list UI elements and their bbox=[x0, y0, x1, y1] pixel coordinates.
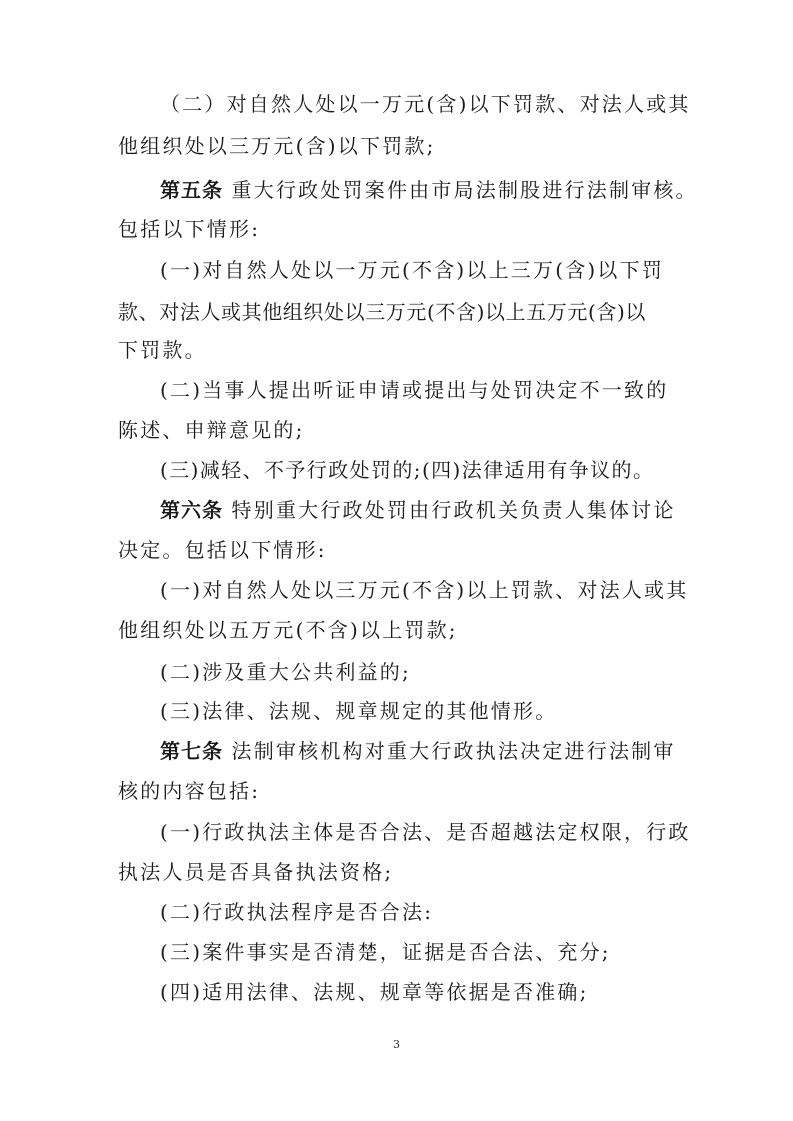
paragraph-line: 陈述、申辩意见的; bbox=[118, 418, 305, 442]
paragraph-line: 他组织处以三万元(含)以下罚款; bbox=[118, 134, 436, 158]
paragraph-line: 执法人员是否具备执法资格; bbox=[118, 860, 394, 884]
article-line bbox=[160, 496, 676, 524]
article-heading: 第五条 bbox=[160, 178, 223, 202]
article-text: 重大行政处罚案件由市局法制股进行法制审核。 bbox=[223, 178, 698, 202]
paragraph-line: 包括以下情形: bbox=[118, 217, 261, 241]
paragraph-line: 款、对法人或其他组织处以三万元(不含)以上五万元(含)以 bbox=[118, 300, 647, 324]
paragraph-line: 决定。包括以下情形: bbox=[118, 538, 327, 562]
article-line bbox=[160, 737, 676, 765]
paragraph-line: 他组织处以五万元(不含)以上罚款; bbox=[118, 618, 458, 642]
paragraph-line: （二）对自然人处以一万元(含)以下罚款、对法人或其 bbox=[160, 92, 691, 116]
article-text: 特别重大行政处罚由行政机关负责人集体讨论 bbox=[223, 498, 676, 522]
article-line bbox=[160, 176, 698, 204]
paragraph-line: (三)案件事实是否清楚，证据是否合法、充分; bbox=[160, 940, 611, 964]
paragraph-line: (四)适用法律、法规、规章等依据是否准确; bbox=[160, 980, 589, 1004]
article-text: 法制审核机构对重大行政执法决定进行法制审 bbox=[223, 739, 676, 763]
paragraph-line: (一)行政执法主体是否合法、是否超越法定权限，行政 bbox=[160, 820, 691, 844]
article-heading: 第六条 bbox=[160, 498, 223, 522]
paragraph-line: (一)对自然人处以一万元(不含)以上三万(含)以下罚 bbox=[160, 258, 665, 282]
paragraph-line: (二)涉及重大公共利益的; bbox=[160, 660, 411, 684]
paragraph-line: 下罚款。 bbox=[118, 338, 207, 362]
paragraph-line: (三)法律、法规、规章规定的其他情形。 bbox=[160, 699, 558, 723]
paragraph-line: 核的内容包括: bbox=[118, 779, 261, 803]
paragraph-line: (三)减轻、不予行政处罚的;(四)法律适用有争议的。 bbox=[160, 458, 655, 482]
article-heading: 第七条 bbox=[160, 739, 223, 763]
paragraph-line: (二)当事人提出听证申请或提出与处罚决定不一致的 bbox=[160, 378, 669, 402]
page-number: 3 bbox=[393, 1038, 400, 1051]
paragraph-line: (一)对自然人处以三万元(不含)以上罚款、对法人或其 bbox=[160, 578, 689, 602]
paragraph-line: (二)行政执法程序是否合法: bbox=[160, 900, 434, 924]
